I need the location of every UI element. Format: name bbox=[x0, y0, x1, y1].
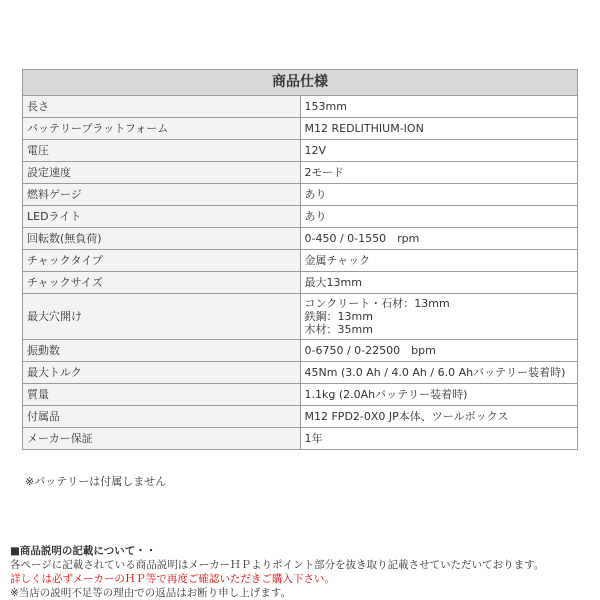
table-row bbox=[23, 118, 578, 140]
table-row bbox=[23, 384, 578, 406]
spec-label: LEDライト bbox=[23, 206, 301, 228]
footer-heading: ■商品説明の記載について・・ bbox=[10, 545, 157, 557]
spec-label: 長さ bbox=[23, 96, 301, 118]
spec-value: M12 FPD2-0X0 JP本体、ツールボックス bbox=[300, 406, 578, 428]
spec-value: 金属チャック bbox=[300, 250, 578, 272]
spec-value: 2モード bbox=[300, 162, 578, 184]
table-row bbox=[23, 140, 578, 162]
footer-notice bbox=[10, 544, 544, 600]
spec-label: 回転数(無負荷) bbox=[23, 228, 301, 250]
spec-label: チャックサイズ bbox=[23, 272, 301, 294]
footer-line: 各ページに記載されている商品説明はメーカーＨＰよりポイント部分を抜き取り記載させていただいております。 bbox=[10, 559, 545, 571]
spec-label: 電圧 bbox=[23, 140, 301, 162]
table-row bbox=[23, 96, 578, 118]
spec-value: 1年 bbox=[300, 428, 578, 450]
spec-value: あり bbox=[300, 184, 578, 206]
footer-warning: 詳しくは必ずメーカーのＨＰ等で再度ご確認いただきご購入下さい。 bbox=[10, 573, 335, 585]
spec-value: 最大13mm bbox=[300, 272, 578, 294]
spec-label: 質量 bbox=[23, 384, 301, 406]
spec-value: M12 REDLITHIUM-ION bbox=[300, 118, 578, 140]
spec-value: 153mm bbox=[300, 96, 578, 118]
spec-label: バッテリープラットフォーム bbox=[23, 118, 301, 140]
spec-label: 設定速度 bbox=[23, 162, 301, 184]
table-row bbox=[23, 228, 578, 250]
spec-value-multiline bbox=[300, 294, 578, 340]
spec-value-line: 鉄鋼：13mm bbox=[304, 310, 373, 323]
table-row bbox=[23, 362, 578, 384]
table-row bbox=[23, 340, 578, 362]
table-row bbox=[23, 206, 578, 228]
spec-label: 燃料ゲージ bbox=[23, 184, 301, 206]
table-row bbox=[23, 406, 578, 428]
table-row bbox=[23, 184, 578, 206]
spec-label: 最大トルク bbox=[23, 362, 301, 384]
spec-value-line: コンクリート・石材：13mm bbox=[304, 297, 450, 310]
table-row bbox=[23, 294, 578, 340]
spec-label: 最大穴開け bbox=[23, 294, 301, 340]
spec-label: メーカー保証 bbox=[23, 428, 301, 450]
spec-value: あり bbox=[300, 206, 578, 228]
spec-label: チャックタイプ bbox=[23, 250, 301, 272]
table-row bbox=[23, 250, 578, 272]
spec-value: 12V bbox=[300, 140, 578, 162]
spec-label: 付属品 bbox=[23, 406, 301, 428]
spec-value: 45Nm (3.0 Ah / 4.0 Ah / 6.0 Ahバッテリー装着時) bbox=[300, 362, 578, 384]
spec-label: 振動数 bbox=[23, 340, 301, 362]
battery-note: ※バッテリーは付属しません bbox=[25, 475, 167, 488]
table-row bbox=[23, 162, 578, 184]
footer-line: ※当店の説明不足等の理由での返品はお断り申し上げます。 bbox=[10, 587, 291, 599]
spec-value: 0-450 / 0-1550 rpm bbox=[300, 228, 578, 250]
spec-table bbox=[22, 69, 578, 450]
table-row bbox=[23, 428, 578, 450]
spec-title: 商品仕様 bbox=[23, 70, 578, 96]
spec-value-line: 木材：35mm bbox=[304, 323, 373, 336]
table-row bbox=[23, 272, 578, 294]
spec-value: 1.1kg (2.0Ahバッテリー装着時) bbox=[300, 384, 578, 406]
spec-value: 0-6750 / 0-22500 bpm bbox=[300, 340, 578, 362]
